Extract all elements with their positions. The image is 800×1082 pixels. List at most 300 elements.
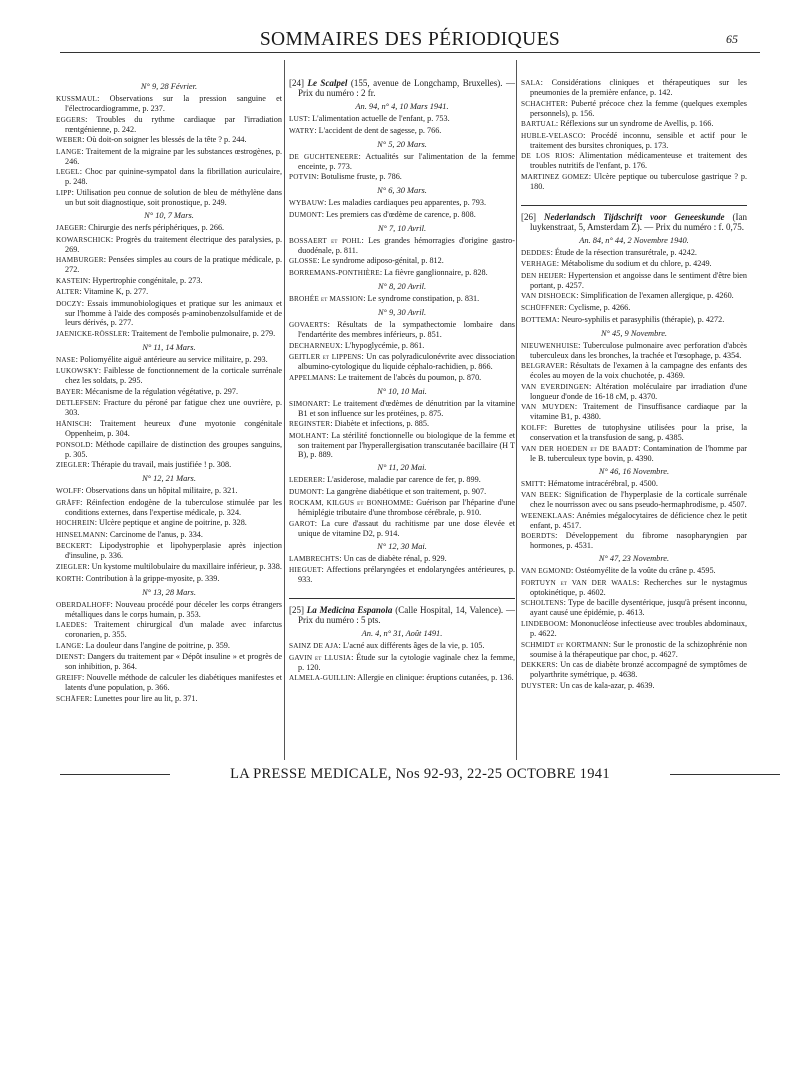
article-author: LUKOWSKY (56, 367, 99, 376)
column-divider (516, 60, 517, 760)
article-author: VAN DISHOECK (521, 292, 577, 301)
article-author: KASTEIN (56, 276, 89, 285)
article-author: ROCKAM, KILGUS et BONHOMME (289, 499, 411, 508)
article-author: LEDERER (289, 475, 323, 484)
article-title: : Recherches sur le nystagmus optokinétique, p. 4602. (530, 577, 748, 597)
article-entry (289, 341, 515, 351)
article-title: : Actualités sur l'alimentation de la femme enceinte, p. 773. (298, 151, 515, 171)
article-entry (56, 486, 282, 496)
issue-heading: N° 6, 30 Mars. (377, 186, 427, 196)
article-entry (521, 490, 747, 509)
article-title: : Ulcère peptique ou tuberculose gastrique ? p. 180. (530, 171, 747, 191)
article-entry (56, 255, 282, 274)
article-entry (289, 352, 515, 371)
article-author: GAROT (289, 519, 315, 528)
article-title: : Méthode capillaire de distinction des groupes sanguins, p. 305. (65, 439, 282, 459)
article-author: MOLHANT (289, 431, 327, 440)
article-title: : Hématome intracérébral, p. 4500. (543, 478, 658, 488)
article-author: SIMONART (289, 399, 328, 408)
article-entry (289, 431, 515, 459)
article-entry (521, 444, 747, 463)
article-title: : Choc par quinine-sympatol dans la fibrillation auriculaire, p. 248. (65, 167, 282, 187)
article-title: : La douleur dans l'angine de poitrine, p. 359. (81, 640, 230, 650)
article-author: NIEUWENHUISE (521, 341, 579, 350)
article-title: : Les grandes hémorragies d'origine gastro-duodénale, p. 811. (298, 235, 515, 255)
article-entry (56, 440, 282, 459)
article-title: : Étude sur la cytologie vaginale chez la femme, p. 120. (298, 652, 515, 672)
article-title: : Les premiers cas d'œdème de carence, p. 808. (321, 209, 476, 219)
article-entry (289, 487, 515, 497)
article-entry (521, 619, 747, 638)
article-author: SAINZ DE AJA (289, 641, 339, 650)
article-title: : L'alimentation actuelle de l'enfant, p. 753. (307, 114, 450, 123)
article-author: HOCHREIN (56, 519, 95, 528)
article-title: : Hypertension et angoisse dans le sentiment d'être bien portant, p. 4257. (530, 270, 747, 290)
article-entry (289, 641, 515, 651)
article-entry (56, 574, 282, 584)
article-title: : Carcinome de l'anus, p. 334. (105, 529, 203, 539)
article-title: : Procédé inconnu, sensible et actif pour le traitement des bursites chroniques, p. 173. (530, 130, 747, 150)
issue-heading: N° 12, 21 Mars. (142, 474, 196, 484)
article-entry (521, 248, 747, 258)
article-title: : Vitamine K, p. 277. (79, 287, 149, 297)
article-entry (289, 653, 515, 672)
article-title: : L'acné aux différents âges de la vie, p. 105. (338, 640, 485, 650)
article-title: : Alimentation médicamenteuse et traitement des troubles nutritifs de l'enfant, p. 176. (530, 151, 747, 171)
article-author: SALA (521, 79, 541, 87)
article-title: : Le traitement de l'abcès du poumon, p. 870. (333, 372, 482, 382)
article-author: BELGRAVER (521, 362, 565, 371)
article-title: : Un cas de kala-azar, p. 4639. (555, 680, 655, 690)
article-entry (56, 235, 282, 254)
article-title: : Les maladies cardiaques peu apparentes, p. 793. (324, 198, 487, 208)
article-entry (521, 131, 747, 150)
page-footer (60, 762, 780, 790)
article-author: GOVAERTS (289, 320, 328, 329)
issue-heading: N° 12, 30 Mai. (377, 541, 427, 551)
article-entry (521, 119, 747, 129)
article-title: : Un cas polyradiculonévrite avec dissociation albumino-cytologique du liquide céphalo-rachidien, p. 866. (298, 352, 515, 372)
article-title: : Mécanisme de la régulation végétative, p. 297. (80, 386, 239, 396)
article-entry (289, 475, 515, 485)
article-title: : Tuberculose pulmonaire avec perforation d'abcès tuberculeux dans les bronches, la trachée et l'œsophage, p. 4354. (530, 340, 747, 360)
article-entry (289, 126, 515, 136)
article-entry (56, 287, 282, 297)
article-title: : Pensées simples au cours de la pratique médicale, p. 272. (65, 255, 282, 275)
article-author: ALTER (56, 288, 80, 297)
article-title: : Sur le pronostic de la schizophrénie non soumise à la thérapeutique par choc, p. 4627. (530, 639, 747, 659)
article-author: LANGE (56, 147, 82, 156)
article-entry (289, 198, 515, 208)
article-entry (56, 387, 282, 397)
article-title: : Affections prélaryngées et endolaryngées antérieures, p. 933. (298, 565, 515, 585)
article-author: NASE (56, 355, 76, 364)
article-author: BAYER (56, 387, 81, 396)
article-author: DECHARNEUX (289, 341, 341, 350)
article-entry (56, 600, 282, 619)
page-number: 65 (726, 32, 738, 46)
article-title: : Un cas de diabète rénal, p. 929. (339, 553, 447, 563)
issue-heading: N° 5, 20 Mars. (377, 139, 427, 149)
article-title: : La cure d'assaut du rachitisme par une dose élevée et unique de vitamine D2, p. 914. (298, 518, 515, 538)
article-author: DUMONT (289, 487, 322, 496)
article-author: DETLEFSEN (56, 399, 99, 408)
article-author: SCHMIDT et KORTMANN (521, 640, 609, 649)
article-title: : Métabolisme du sodium et du chlore, p. 4249. (556, 259, 712, 269)
journal-number: [24] (289, 78, 308, 88)
article-title: : Nouvelle méthode de calculer les diabétiques manifestes et latents d'une population, p. 366. (65, 673, 282, 693)
column-left (56, 78, 282, 705)
article-entry (289, 152, 515, 171)
article-title: : L'accident de dent de sagesse, p. 766. (314, 125, 442, 135)
article-entry (56, 366, 282, 385)
article-title: : Type de bacille dysentérique, jusqu'à présent inconnu, ayant causé une épidémie, p. 4613. (530, 598, 747, 618)
article-title: : Anémies mégalocytaires de déficience chez le petit enfant, p. 4517. (530, 510, 747, 530)
article-entry (521, 578, 747, 597)
article-title: : Traitement de l'embolie pulmonaire, p. 279. (127, 328, 276, 338)
article-author: WYBAUW (289, 199, 325, 208)
article-entry (56, 223, 282, 233)
journal-heading (289, 598, 515, 625)
article-entry (56, 299, 282, 327)
section-gap (289, 586, 515, 594)
journal-details: (Ian luykenstraat, 5, Amsterdam Z). — Prix du numéro : f. 0,75. (530, 211, 747, 232)
issue-heading: An. 84, n° 44, 2 Novembre 1940. (579, 235, 689, 245)
article-title: : Le syndrome adiposo-génital, p. 812. (317, 256, 444, 266)
article-title: : L'asiderose, maladie par carence de fer, p. 899. (322, 474, 481, 484)
page-header (60, 0, 760, 52)
article-title: : Faiblesse de fonctionnement de la corticale surrénale chez les soldats, p. 295. (65, 366, 282, 386)
article-entry (56, 562, 282, 572)
article-entry (289, 419, 515, 429)
article-author: DEKKERS (521, 661, 556, 670)
article-entry (521, 511, 747, 530)
article-title: : Observations dans un hôpital militaire, p. 321. (81, 486, 238, 496)
article-title: : Altération moléculaire par irradiation d'une longueur d'onde de 16-18 cM, p. 4370. (530, 381, 747, 401)
article-title: : Allergie en clinique: éruptions cutanées, p. 136. (353, 673, 514, 683)
article-author: OBERDALHOFF (56, 600, 111, 609)
column-middle (289, 78, 515, 685)
article-title: : Considérations cliniques et thérapeutiques sur les pneumonies de la première enfance, p. 142. (530, 78, 747, 97)
article-author: KOLFF (521, 423, 545, 432)
article-title: : Chirurgie des nerfs périphériques, p. 266. (83, 222, 225, 232)
issue-heading: N° 8, 20 Avril. (377, 281, 427, 291)
article-entry (56, 94, 282, 113)
article-entry (521, 640, 747, 659)
article-author: WATRY (289, 126, 315, 135)
article-entry (521, 271, 747, 290)
article-author: KOWARSCHICK (56, 235, 111, 244)
issue-heading: N° 9, 30 Avril. (377, 307, 427, 317)
article-entry (56, 188, 282, 207)
article-author: EGGERS (56, 115, 86, 124)
article-author: HAMBURGER (56, 256, 104, 265)
article-entry (289, 554, 515, 564)
article-entry (56, 460, 282, 470)
article-entry (289, 399, 515, 418)
article-entry (521, 402, 747, 421)
article-title: : Simplification de l'examen allergique, p. 4260. (576, 291, 734, 301)
journal-heading (521, 205, 747, 232)
article-entry (521, 531, 747, 550)
article-author: DUYSTER (521, 681, 556, 690)
issue-heading: N° 10, 7 Mars. (144, 210, 194, 220)
article-title: : La fièvre ganglionnaire, p. 828. (379, 267, 488, 277)
article-entry (521, 382, 747, 401)
article-entry (289, 268, 515, 278)
article-author: POTVIN (289, 173, 317, 182)
issue-heading: An. 4, n° 31, Août 1491. (361, 628, 443, 638)
issue-heading: N° 45, 9 Novembre. (600, 328, 668, 338)
article-entry (56, 398, 282, 417)
article-entry (521, 315, 747, 325)
article-entry (56, 652, 282, 671)
issue-heading: N° 7, 10 Avril. (377, 223, 427, 233)
article-author: SMITT (521, 479, 544, 488)
journal-name: La Medicina Espanola (306, 604, 393, 615)
article-entry (521, 303, 747, 313)
article-title: : Traitement heureux d'une myotonie congénitale Oppenheim, p. 304. (65, 418, 282, 438)
article-title: : Troubles du rythme cardiaque par l'irradiation rœntgénienne, p. 242. (65, 114, 282, 134)
article-entry (521, 479, 747, 489)
article-author: HINSELMANN (56, 530, 106, 539)
article-title: : Poliomyélite aiguë antérieure au service militaire, p. 293. (75, 354, 268, 364)
article-author: JAENICKE-RÖSSLER (56, 329, 128, 338)
article-author: WOLFF (56, 487, 82, 496)
issue-heading: N° 11, 14 Mars. (142, 342, 196, 352)
article-entry (289, 294, 515, 304)
article-title: : Hypertrophie congénitale, p. 273. (88, 275, 203, 285)
article-author: FORTUYN et VAN DER WAALS (521, 578, 637, 587)
article-entry (521, 598, 747, 617)
article-entry (56, 518, 282, 528)
article-entry (56, 620, 282, 639)
article-entry (289, 519, 515, 538)
article-entry (521, 151, 747, 170)
article-entry (521, 172, 747, 191)
article-author: KUSSMAUL (56, 95, 98, 103)
article-title: : Contamination de l'homme par le B. tuberculeux type bovin, p. 4390. (530, 443, 747, 463)
article-entry (521, 660, 747, 679)
article-title: : Mononucléose infectieuse avec troubles abdominaux, p. 4622. (530, 619, 747, 639)
footer-citation: LA PRESSE MEDICALE, Nos 92-93, 22-25 OCTOBRE 1941 (230, 766, 610, 782)
article-author: BOSSAERT et POHL (289, 236, 362, 245)
article-entry (56, 147, 282, 166)
article-entry (521, 341, 747, 360)
article-author: ALMELA-GUILLIN (289, 674, 354, 683)
article-title: : Thérapie du travail, mais justifiée ! p. 308. (87, 460, 232, 470)
article-title: : Cyclisme, p. 4266. (564, 302, 631, 312)
journal-name: Le Scalpel (307, 78, 348, 88)
article-title: : Puberté précoce chez la femme (quelques exemples personnels), p. 156. (530, 98, 747, 118)
article-author: DEN HEIJER (521, 271, 564, 280)
issue-heading: N° 13, 28 Mars. (142, 587, 196, 597)
article-author: HIEGUET (289, 566, 322, 575)
article-author: VERHAGE (521, 260, 557, 269)
article-entry (289, 256, 515, 266)
article-title: : Diabète et infections, p. 885. (330, 419, 430, 429)
article-entry (521, 566, 747, 576)
article-entry (56, 673, 282, 692)
article-author: DEDDES (521, 248, 551, 257)
article-title: : Ulcère peptique et angine de poitrine, p. 328. (94, 518, 247, 528)
article-author: DE LOS RIOS (521, 152, 573, 161)
article-author: ZIEGLER (56, 563, 88, 572)
article-author: GRÄFF (56, 498, 81, 507)
article-entry (521, 423, 747, 442)
article-title: : La gangrène diabétique et son traitement, p. 907. (321, 486, 487, 496)
article-author: VAN MUYDEN (521, 403, 575, 412)
article-author: LAEDES (56, 621, 85, 630)
article-author: SCHACHTER (521, 99, 566, 108)
article-author: SCHOLTENS (521, 599, 564, 608)
issue-heading: N° 9, 28 Février. (140, 82, 198, 91)
article-author: DOCZY (56, 299, 82, 308)
article-title: : Utilisation peu connue de solution de bleu de méthylène dans un but soit diagnostique, soit pronostique, p. 249. (65, 187, 282, 207)
article-title: : Traitement chirurgical d'un malade avec infarctus coronarien, p. 355. (65, 620, 282, 640)
article-title: : Observations sur la pression sanguine et l'électrocardiogramme, p. 237. (65, 94, 282, 113)
article-entry (289, 172, 515, 182)
article-title: : Nouveau procédé pour déceler les corps étrangers métalliques dans le corps humain, p. 353. (65, 599, 282, 619)
article-title: : Un cas de diabète bronzé accompagné de symptômes de polyarthrite symétrique, p. 4638. (530, 660, 747, 680)
journal-number: [26] (521, 211, 544, 222)
article-author: MARTINEZ GOMEZ (521, 172, 589, 181)
journal-number: [25] (289, 604, 307, 615)
article-title: : Signification de l'hyperplasie de la corticale surrénale chez le nourrisson avec ou sans pseudo-hermaphrodisme, p. 4507. (530, 490, 747, 510)
article-entry (521, 78, 747, 97)
article-entry (521, 681, 747, 691)
article-title: : Résultats de la sympathectomie lombaire dans l'endartérite des membres inférieurs, p. 851. (298, 319, 515, 339)
journal-details: (Calle Hospital, 14, Valence). — Prix du numéro : 5 pts. (298, 604, 515, 625)
article-author: JAEGER (56, 223, 84, 232)
article-author: GREIFF (56, 674, 82, 683)
section-gap (521, 193, 747, 201)
article-title: : Essais immunobiologiques et pratique sur les animaux et sur l'homme à l'aide des composés p-aminobenzolsulfamide et de leurs dérivés, p. 277. (65, 298, 282, 327)
article-author: VAN DER HOEDEN et DE BAADT (521, 444, 639, 453)
article-author: HUBLE-VELASCO (521, 131, 584, 140)
article-entry (521, 99, 747, 118)
article-entry (56, 641, 282, 651)
article-title: : Un kystome multilobulaire du maxillaire inférieur, p. 338. (87, 562, 282, 572)
journal-heading (289, 78, 515, 98)
column-divider (284, 60, 285, 760)
article-author: VAN EGMOND (521, 567, 571, 576)
issue-heading: N° 11, 20 Mai. (377, 462, 427, 472)
article-title: : Le traitement d'œdèmes de dénutrition par la vitamine B1 et son influence sur les protéines, p. 875. (298, 398, 515, 418)
article-author: BECKERT (56, 542, 90, 551)
article-title: : L'hypoglycémie, p. 861. (340, 340, 425, 350)
issue-heading: An. 94, n° 4, 10 Mars 1941. (355, 102, 449, 111)
article-author: BROHÉE et MASSION (289, 294, 364, 303)
article-author: LEGEL (56, 168, 80, 177)
article-entry (56, 276, 282, 286)
article-author: PONSOLD (56, 440, 91, 449)
article-entry (56, 498, 282, 517)
article-entry (289, 673, 515, 683)
article-entry (56, 541, 282, 560)
issue-heading: N° 46, 16 Novembre. (598, 466, 670, 476)
journal-details: (155, avenue de Longchamp, Bruxelles). — Prix du numéro : 2 fr. (298, 78, 515, 98)
article-title: : Fracture du péroné par fatigue chez une ouvrière, p. 303. (65, 398, 282, 418)
article-entry (289, 373, 515, 383)
article-author: DIENST (56, 653, 83, 662)
article-title: : Réinfection endogène de la tuberculose stimulée par les conditions externes, dans l'expertise médicale, p. 324. (65, 497, 282, 517)
article-title: : Guérison par l'héparine d'une hémiplégie tributaire d'une thrombose cérébrale, p. 910. (298, 498, 515, 518)
article-entry (56, 329, 282, 339)
article-entry (289, 565, 515, 584)
article-author: BOTTEMA (521, 315, 558, 324)
article-author: LUST (289, 115, 308, 123)
article-entry (56, 167, 282, 186)
article-author: LINDEBOOM (521, 620, 566, 629)
article-author: HÄNISCH (56, 419, 90, 428)
article-title: : Le syndrome constipation, p. 831. (363, 293, 480, 303)
article-author: SCHÜFFNER (521, 303, 565, 312)
article-author: APPELMANS (289, 373, 334, 382)
article-author: REGINSTER (289, 420, 331, 429)
article-title: : Résultats de l'examen à la campagne des enfants des écoles au moyen de la voix chuchotée, p. 4369. (530, 361, 747, 381)
article-title: : Ostéomyélite de la voûte du crâne p. 4595. (570, 566, 716, 576)
article-author: SCHÄFER (56, 694, 90, 703)
article-entry (56, 115, 282, 134)
article-title: : Développement du fibrome nasopharyngien par hormones, p. 4531. (530, 531, 747, 551)
article-title: : Réflexions sur un syndrome de Avellis, p. 166. (555, 119, 714, 129)
issue-heading: N° 47, 23 Novembre. (598, 554, 670, 564)
article-author: GEITLER et LIPPENS (289, 353, 362, 362)
article-author: LAMBRECHTS (289, 554, 340, 563)
column-right (521, 78, 747, 692)
article-entry (521, 361, 747, 380)
article-entry (521, 259, 747, 269)
header-rule (60, 52, 760, 53)
article-title: : Lunettes pour lire au lit, p. 371. (89, 693, 198, 703)
article-entry (56, 355, 282, 365)
article-title: : Étude de la résection transurétrale, p. 4242. (550, 247, 697, 257)
article-author: DE GUCHTENEERE (289, 152, 359, 161)
article-author: LANGE (56, 641, 82, 650)
article-title: : Où doit-on soigner les blessés de la tête ? p. 244. (82, 135, 247, 145)
journal-name: Nederlandsch Tijdschrift voor Geneeskunde (543, 211, 725, 222)
running-title: SOMMAIRES DES PÉRIODIQUES (259, 29, 561, 50)
article-title: : Neuro-syphilis et parasyphilis (thérapie), p. 4272. (557, 314, 725, 324)
footer-rule-right (670, 774, 780, 775)
article-author: BOERDTS (521, 532, 556, 541)
article-title: : La stérilité fonctionnelle ou biologique de la femme et son traitement par l'hyperallergisation transcutanée bacillaire (H T B), p. 889. (298, 430, 515, 459)
article-entry (56, 419, 282, 438)
article-entry (56, 694, 282, 704)
article-author: GLOSSE (289, 257, 318, 266)
article-author: DUMONT (289, 210, 322, 219)
article-entry (289, 210, 515, 220)
article-title: : Progrès du traitement électrique des paralysies, p. 269. (65, 234, 282, 254)
article-author: WEBER (56, 136, 83, 145)
article-title: : Botulisme fruste, p. 786. (316, 172, 402, 182)
article-author: GAVIN et LLUSIA (289, 653, 352, 662)
article-title: : Traitement de l'insuffisance cardiaque par la vitamine B1, p. 4380. (530, 402, 747, 422)
article-entry (56, 530, 282, 540)
article-author: WEENEKLAAS (521, 511, 573, 520)
article-title: : Contribution à la grippe-myosite, p. 339. (81, 573, 220, 583)
article-author: ZIEGLER (56, 461, 88, 470)
article-entry (289, 236, 515, 255)
article-entry (289, 320, 515, 339)
article-author: VAN EVERDINGEN (521, 382, 589, 391)
article-title: : Lipodystrophie et lipohyperplasie après injection d'insuline, p. 336. (65, 541, 282, 561)
article-title: : Burettes de tutophysine utilisées pour la prise, la conservation et la transfusion de sang, p. 4385. (530, 422, 747, 442)
article-title: : Dangers du traitement par « Dépôt insuline » et progrès de son inhibition, p. 364. (65, 652, 282, 672)
article-title: : Traitement de la migraine par les substances œstrogènes, p. 246. (65, 146, 282, 166)
article-entry (289, 114, 515, 124)
